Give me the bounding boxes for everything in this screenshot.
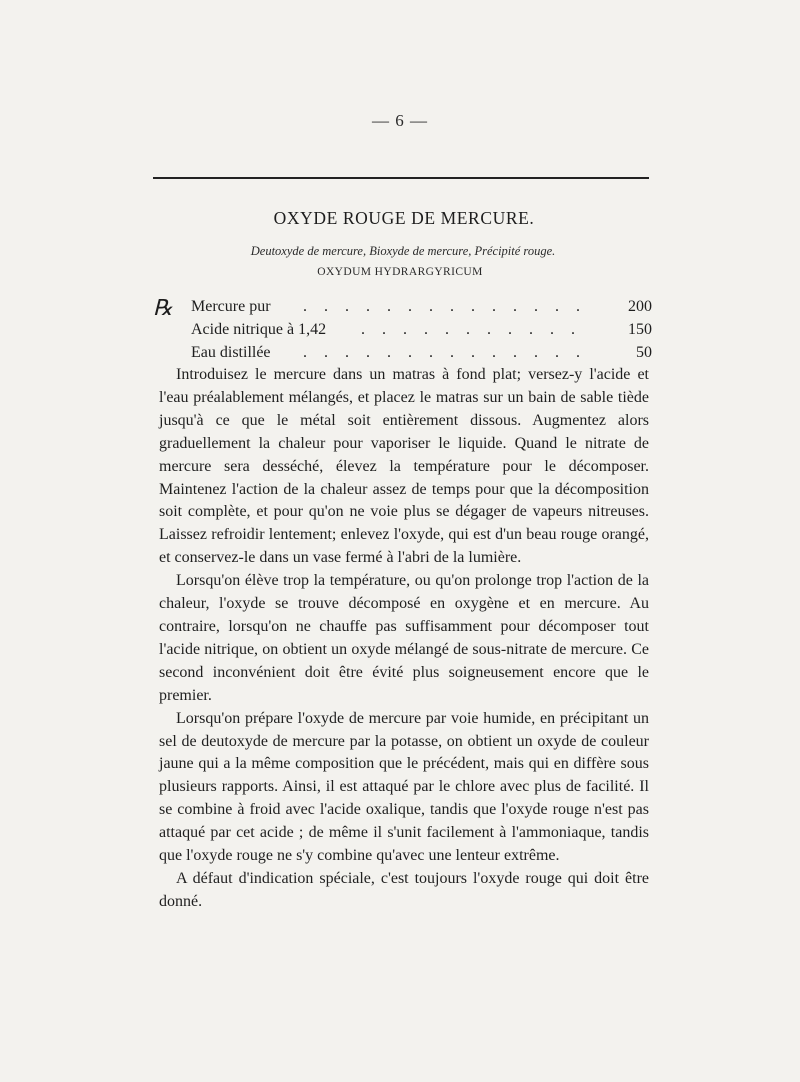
header-rule [153, 177, 649, 179]
leader-dots: . . . . . . . . . . . . . . [303, 344, 587, 361]
leader-dots: . . . . . . . . . . . . . . [303, 298, 587, 315]
ingredient-quantity: 50 [636, 344, 652, 361]
recipe-row [191, 319, 652, 341]
leader-dots: . . . . . . . . . . . [361, 321, 582, 338]
recipe-row [191, 296, 652, 318]
paragraph: Lorsqu'on élève trop la température, ou qu'on prolonge trop l'action de la chaleur, l'oxyde se trouve décomposé en oxygène et en mercure. Au contraire, lorsqu'on ne chauffe pas suffisamment pour décomposer tout l'acide nitrique, on obtient un oxyde mélangé de sous-nitrate de mercure. Ce second inconvénient doit être évité plus soigneusement encore que le premier. [159, 572, 649, 704]
recipe-row [191, 342, 652, 364]
paragraph: Lorsqu'on prépare l'oxyde de mercure par voie humide, en précipitant un sel de deutoxyde de mercure par la potasse, on obtient un oxyde de couleur jaune qui a la même composition que le précédent, mais qui en diffère sous plusieurs rapports. Ainsi, il est attaqué par le chlore avec plus de facilité. Il se combine à froid avec l'acide oxalique, tandis que l'oxyde rouge n'est pas attaqué par cet acide ; de même il s'unit facilement à l'ammoniaque, tandis que l'oxyde rouge ne s'y combine qu'avec une lenteur extrême. [159, 709, 649, 865]
paragraph: Introduisez le mercure dans un matras à fond plat; versez-y l'acide et l'eau préalablement mélangés, et placez le matras sur un bain de sable tiède jusqu'à ce que le métal soit entièrement dissous. Augmentez alors graduellement la chaleur pour vaporiser le liquide. Quand le nitrate de mercure sera desséché, élevez la température pour le décomposer. Maintenez l'action de la chaleur assez de temps pour que la décomposition soit complète, et pour qu'on ne voie plus se dégager de vapeurs nitreuses. Laissez refroidir lentement; enlevez l'oxyde, qui est d'un beau rouge orangé, et conservez-le dans un vase fermé à l'abri de la lumière. [159, 366, 649, 567]
recipe-symbol: ℞ [153, 295, 173, 320]
ingredient-name: Acide nitrique à 1,42 [191, 321, 327, 338]
page-number: — 6 — [372, 111, 428, 130]
synonyms-subtitle: Deutoxyde de mercure, Bioxyde de mercure, Précipité rouge. [250, 244, 556, 258]
section-title: OXYDE ROUGE DE MERCURE. [273, 208, 535, 228]
ingredient-quantity: 150 [628, 321, 652, 338]
paragraph: A défaut d'indication spéciale, c'est toujours l'oxyde rouge qui doit être donné. [159, 869, 649, 910]
latin-name: OXYDUM HYDRARGYRICUM [317, 266, 483, 278]
ingredient-quantity: 200 [628, 298, 652, 315]
ingredient-name: Mercure pur [191, 298, 271, 315]
body-text [159, 364, 649, 914]
ingredient-name: Eau distillée [191, 344, 271, 361]
